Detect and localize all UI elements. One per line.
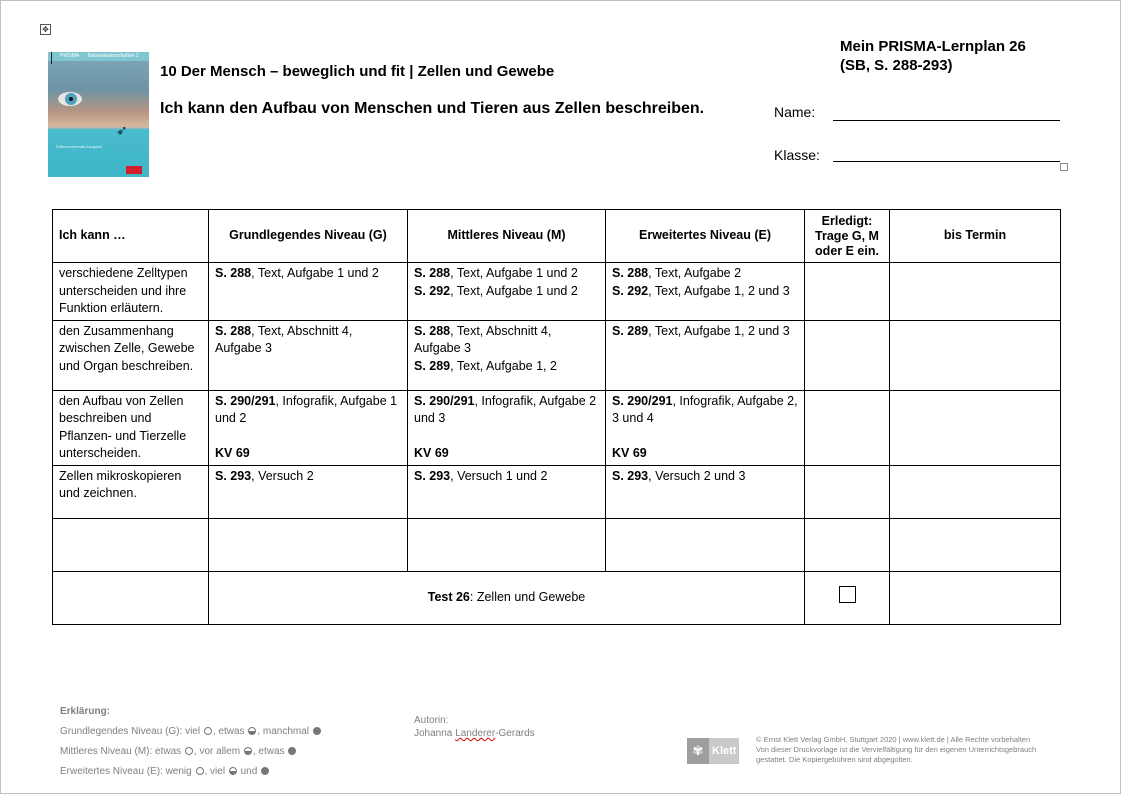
legend-line-e [60,762,322,782]
empty-circle-icon [185,747,193,755]
task-page: S. 289 [612,323,649,338]
half-circle-icon [244,747,252,755]
half-circle-icon [248,727,256,735]
task-line [414,283,599,301]
test-text: : Zellen und Gewebe [469,589,586,604]
table-row [53,320,1061,390]
book-cover-image [48,52,149,177]
half-circle-icon [229,767,237,775]
level-g-cell [209,263,408,321]
task-line [215,468,401,486]
done-cell[interactable] [805,320,890,390]
task-text: , Text, Abschnitt 4, Aufgabe 3 [414,323,552,355]
klett-logo-text: Klett [712,745,737,757]
level-e-cell [606,263,805,321]
task-text: , Versuch 2 und 3 [648,468,746,483]
level-g-cell [209,390,408,465]
level-e-cell[interactable] [606,518,805,571]
legend-line-m [60,742,322,762]
task-line [414,323,599,358]
task-line [612,265,798,283]
skill-cell: verschiedene Zelltypen unterscheiden und ihre Funktion erläutern. [53,263,209,321]
cover-pupil-icon [69,97,73,101]
kv-reference: KV 69 [215,445,250,460]
name-label: Name: [774,104,816,120]
level-m-cell [408,320,606,390]
task-line [414,265,599,283]
copyright-line: © Ernst Klett Verlag GmbH, Stuttgart 2020 | www.klett.de | Alle Rechte vorbehalten [756,735,1031,744]
cover-klett-logo-icon [126,166,142,174]
test-label: Test 26 [427,589,470,604]
learning-plan-table [52,209,1061,625]
task-text: , Text, Abschnitt 4, Aufgabe 3 [215,323,353,355]
level-m-cell [408,263,606,321]
empty-circle-icon [196,767,204,775]
plan-title-line1: Mein PRISMA-Lernplan 26 [840,38,1026,55]
author-name [414,727,535,740]
kv-reference: KV 69 [414,445,449,460]
cover-subject: Naturwissenschaften 1 [88,53,139,59]
level-g-cell [209,320,408,390]
legend-text: Erweitertes Niveau (E): wenig [60,766,192,777]
level-e-cell [606,390,805,465]
skill-cell: den Zusammenhang zwischen Zelle, Gewebe und Organ beschreiben. [53,320,209,390]
level-e-cell [606,465,805,518]
task-page: S. 288 [612,266,649,280]
legend [60,702,322,782]
cover-edition: Differenzierende Ausgabe [56,144,102,149]
test-skill-cell [53,571,209,624]
task-line [612,283,798,301]
legend-heading: Erklärung: [60,706,111,717]
table-row [53,263,1061,321]
legend-text: , etwas [212,726,245,737]
done-cell[interactable] [805,518,890,571]
task-line [215,393,401,428]
kv-reference: KV 69 [612,445,647,460]
legend-text: , etwas [252,746,285,757]
task-page: S. 288 [414,323,451,338]
deadline-cell[interactable] [890,390,1061,465]
task-line [215,323,401,358]
chapter-title: 10 Der Mensch – beweglich und fit | Zellen und Gewebe [160,63,555,80]
header-level-g: Grundlegendes Niveau (G) [209,210,408,263]
level-m-cell[interactable] [408,518,606,571]
task-text: , Infografik, Aufgabe 1 und 2 [215,393,398,425]
level-m-cell [408,390,606,465]
test-row [53,571,1061,624]
task-text: , Text, Aufgabe 1 und 2 [251,266,379,280]
level-e-cell [606,320,805,390]
skill-cell: Zellen mikroskopieren und zeichnen. [53,465,209,518]
skill-cell: den Aufbau von Zellen beschreiben und Pflanzen- und Tierzelle unterscheiden. [53,390,209,465]
done-cell[interactable] [805,390,890,465]
cover-edge [51,52,52,64]
copyright-line: gestattet. Die Kopiergebühren sind abgegolten. [756,755,913,764]
task-page: S. 292 [414,283,451,298]
header-deadline: bis Termin [890,210,1061,263]
table-row [53,390,1061,465]
full-circle-icon [288,747,296,755]
table-row [53,465,1061,518]
legend-text: und [237,766,258,777]
legend-text: , vor allem [193,746,241,757]
task-page: S. 293 [215,468,252,483]
task-page: S. 293 [612,468,649,483]
header-level-m: Mittleres Niveau (M) [408,210,606,263]
level-g-cell[interactable] [209,518,408,571]
header-level-e: Erweitertes Niveau (E) [606,210,805,263]
task-page: S. 292 [612,283,649,298]
table-header-row [53,210,1061,263]
task-line [612,323,798,341]
copyright-line: Von dieser Druckvorlage ist die Vervielfältigung für den eigenen Unterrichtsgebrauch [756,745,1037,754]
legend-text: Mittleres Niveau (M): etwas [60,746,182,757]
task-line [612,468,798,486]
task-page: S. 290/291 [612,393,673,408]
plan-title [840,37,1026,75]
task-text: , Infografik, Aufgabe 2 und 3 [414,393,597,425]
task-line [612,393,798,428]
legend-text: Grundlegendes Niveau (G): viel [60,726,201,737]
task-text: , Text, Aufgabe 1, 2 [450,358,557,373]
task-page: S. 288 [215,266,252,280]
task-text: , Text, Aufgabe 1, 2 und 3 [648,323,790,338]
task-text: , Infografik, Aufgabe 2, 3 und 4 [612,393,798,425]
deadline-cell[interactable] [890,320,1061,390]
task-page: S. 288 [414,266,451,280]
task-page: S. 293 [414,468,451,483]
class-label: Klasse: [774,147,820,163]
resize-handle-icon[interactable] [1060,163,1068,171]
task-line [215,265,401,283]
test-cell [209,571,805,624]
task-line [414,393,599,428]
task-text: , Text, Aufgabe 1 und 2 [450,283,578,298]
header-done: Erledigt: Trage G, M oder E ein. [805,210,890,263]
task-text: , Versuch 2 [251,468,314,483]
table-move-handle-icon[interactable]: ✥ [40,24,51,35]
klett-flower-icon: ✾ [687,738,709,764]
plan-title-line2: (SB, S. 288-293) [840,57,953,74]
task-text: , Text, Aufgabe 2 [648,266,742,280]
learning-goal: Ich kann den Aufbau von Menschen und Tieren aus Zellen beschreiben. [160,100,705,117]
task-line [414,468,599,486]
empty-circle-icon [204,727,212,735]
test-checkbox[interactable] [839,586,856,603]
legend-text: , manchmal [257,726,310,737]
test-deadline-cell[interactable] [890,571,1061,624]
full-circle-icon [313,727,321,735]
task-page: S. 289 [414,358,451,373]
task-text: , Versuch 1 und 2 [450,468,548,483]
task-page: S. 290/291 [215,393,276,408]
task-page: S. 288 [215,323,252,338]
done-cell[interactable] [805,263,890,321]
author-block [414,714,535,740]
class-field[interactable] [833,161,1060,162]
task-text: , Text, Aufgabe 1, 2 und 3 [648,283,790,298]
legend-text: , viel [204,766,226,777]
author-first-name: Johanna [414,728,456,739]
klett-logo [687,738,739,764]
done-cell[interactable] [805,465,890,518]
author-last-name: -Gerards [495,728,535,739]
task-text: , Text, Aufgabe 1 und 2 [450,266,578,280]
deadline-cell[interactable] [890,518,1061,571]
author-label: Autorin: [414,715,449,726]
cover-dolphin-icon: ➶ [116,122,128,138]
deadline-cell[interactable] [890,263,1061,321]
task-line [414,358,599,376]
test-done-cell [805,571,890,624]
table-row-empty [53,518,1061,571]
deadline-cell[interactable] [890,465,1061,518]
header-skill: Ich kann … [53,210,209,263]
author-spellcheck-word[interactable]: Landerer [455,728,496,739]
copyright-notice [756,735,1066,765]
task-page: S. 290/291 [414,393,475,408]
cover-brand: PRISMA [60,53,80,59]
name-field[interactable] [833,120,1060,121]
level-m-cell [408,465,606,518]
legend-line-g [60,722,322,742]
level-g-cell [209,465,408,518]
skill-cell[interactable] [53,518,209,571]
full-circle-icon [261,767,269,775]
